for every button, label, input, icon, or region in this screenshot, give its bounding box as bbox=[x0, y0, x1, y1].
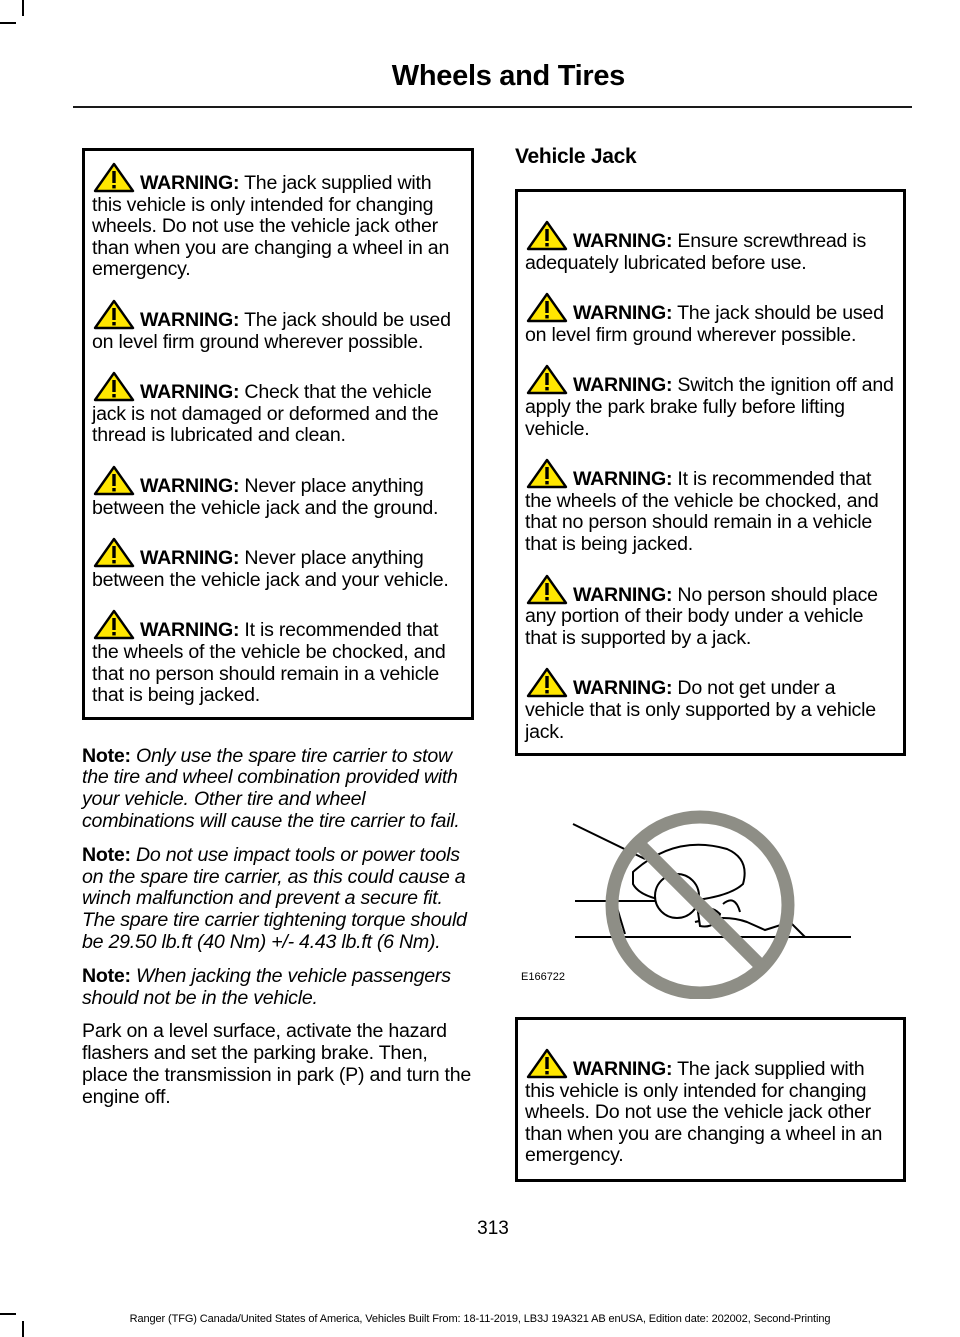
warning-text: Ensure screwthread is adequately lubricated before use. bbox=[525, 230, 867, 274]
warning-triangle-icon bbox=[525, 220, 569, 251]
warning-triangle-icon bbox=[525, 1048, 569, 1079]
warning-text: Do not get under a vehicle that is only supported by a vehicle jack. bbox=[525, 677, 876, 743]
note-text: Only use the spare tire carrier to stow the tire and wheel combination provided with your vehicle. Other tire and wheel combinations will cause the tire carrier to fail. bbox=[82, 744, 460, 833]
page-footer: Ranger (TFG) Canada/United States of America, Vehicles Built From: 18-11-2019, LB3J 19A321 AB enUSA, Edition date: 202002, Second-Printing bbox=[129, 1313, 831, 1325]
warning-text: The jack supplied with this vehicle is only intended for changing wheels. Do not use the vehicle jack other than when you are changing a wheel in an emergency. bbox=[525, 1058, 883, 1167]
warning-item bbox=[92, 537, 465, 591]
warning-triangle-icon bbox=[525, 458, 569, 489]
warning-triangle-icon bbox=[92, 465, 136, 496]
note bbox=[82, 845, 474, 954]
warning-item bbox=[92, 371, 465, 447]
warning-label: WARNING: bbox=[140, 381, 240, 404]
note bbox=[82, 966, 474, 1010]
warning-label: WARNING: bbox=[573, 583, 673, 606]
header-divider bbox=[73, 106, 912, 108]
warning-item bbox=[525, 458, 897, 555]
warning-item bbox=[92, 162, 465, 281]
warning-item bbox=[525, 574, 897, 650]
warning-triangle-icon bbox=[525, 574, 569, 605]
warning-label: WARNING: bbox=[573, 374, 673, 397]
warning-item bbox=[525, 292, 897, 346]
warning-label: WARNING: bbox=[573, 1058, 673, 1081]
warning-item bbox=[92, 465, 465, 519]
warning-box bbox=[515, 189, 906, 756]
warning-triangle-icon bbox=[525, 364, 569, 395]
page-number: 313 bbox=[477, 1218, 509, 1239]
note-label: Note: bbox=[82, 964, 131, 987]
warning-item bbox=[525, 1048, 897, 1167]
left-column bbox=[82, 148, 474, 1109]
no-crawling-under-vehicle-icon bbox=[515, 794, 906, 999]
warning-label: WARNING: bbox=[140, 619, 240, 642]
right-column bbox=[515, 145, 906, 1182]
page-title: Wheels and Tires bbox=[391, 60, 625, 92]
crop-mark bbox=[0, 22, 16, 24]
warning-box bbox=[515, 1017, 906, 1182]
warning-text: The jack should be used on level firm ground wherever possible. bbox=[92, 308, 451, 353]
warning-text: The jack supplied with this vehicle is only intended for changing wheels. Do not use the vehicle jack other than when you are changing a wheel in an emergency. bbox=[92, 172, 450, 281]
note bbox=[82, 746, 474, 833]
warning-text: Never place anything between the vehicle jack and the ground. bbox=[92, 474, 439, 519]
warning-text: It is recommended that the wheels of the vehicle be chocked, and that no person should remain in a vehicle that is being jacked. bbox=[92, 619, 446, 707]
warning-text: The jack should be used on level firm ground wherever possible. bbox=[525, 302, 884, 346]
warning-label: WARNING: bbox=[573, 230, 673, 252]
warning-triangle-icon bbox=[92, 609, 136, 640]
warning-box bbox=[82, 148, 474, 720]
warning-label: WARNING: bbox=[140, 308, 240, 331]
warning-item bbox=[525, 220, 897, 274]
illustration bbox=[515, 794, 906, 999]
warning-item bbox=[525, 667, 897, 743]
warning-label: WARNING: bbox=[573, 468, 673, 491]
warning-item bbox=[92, 299, 465, 353]
warning-text: It is recommended that the wheels of the vehicle be chocked, and that no person should remain in a vehicle that is being jacked. bbox=[525, 468, 879, 555]
warning-triangle-icon bbox=[92, 299, 136, 330]
note-text: When jacking the vehicle passengers should not be in the vehicle. bbox=[82, 964, 451, 1009]
warning-text: No person should place any portion of their body under a vehicle that is supported by a jack. bbox=[525, 583, 878, 649]
warning-label: WARNING: bbox=[140, 172, 240, 194]
warning-label: WARNING: bbox=[573, 677, 673, 700]
warning-text: Never place anything between the vehicle jack and your vehicle. bbox=[92, 547, 449, 591]
crop-mark bbox=[22, 0, 24, 16]
warning-triangle-icon bbox=[92, 162, 136, 193]
warning-triangle-icon bbox=[92, 537, 136, 568]
warning-triangle-icon bbox=[525, 667, 569, 698]
warning-text: Switch the ignition off and apply the park brake fully before lifting vehicle. bbox=[525, 374, 894, 440]
image-reference-code: E166722 bbox=[521, 971, 566, 984]
note-label: Note: bbox=[82, 744, 131, 767]
body-paragraph: Park on a level surface, activate the hazard flashers and set the parking brake. Then, place the transmission in park (P) and turn the engine off. bbox=[82, 1020, 472, 1108]
warning-item bbox=[92, 609, 465, 706]
warning-label: WARNING: bbox=[140, 547, 240, 570]
warning-label: WARNING: bbox=[573, 302, 673, 325]
warning-label: WARNING: bbox=[140, 474, 240, 497]
note-label: Note: bbox=[82, 843, 131, 866]
warning-item bbox=[525, 364, 897, 440]
section-heading: Vehicle Jack bbox=[515, 145, 637, 168]
warning-text: Check that the vehicle jack is not damaged or deformed and the thread is lubricated and clean. bbox=[92, 381, 439, 447]
warning-triangle-icon bbox=[525, 292, 569, 323]
warning-triangle-icon bbox=[92, 371, 136, 402]
note-text: Do not use impact tools or power tools on the spare tire carrier, as this could cause a winch malfunction and prevent a secure fit. The spare tire carrier tightening torque should be 29.50 lb.ft (40 Nm) +/- 4.43 lb.ft (6 Nm). bbox=[82, 843, 467, 954]
